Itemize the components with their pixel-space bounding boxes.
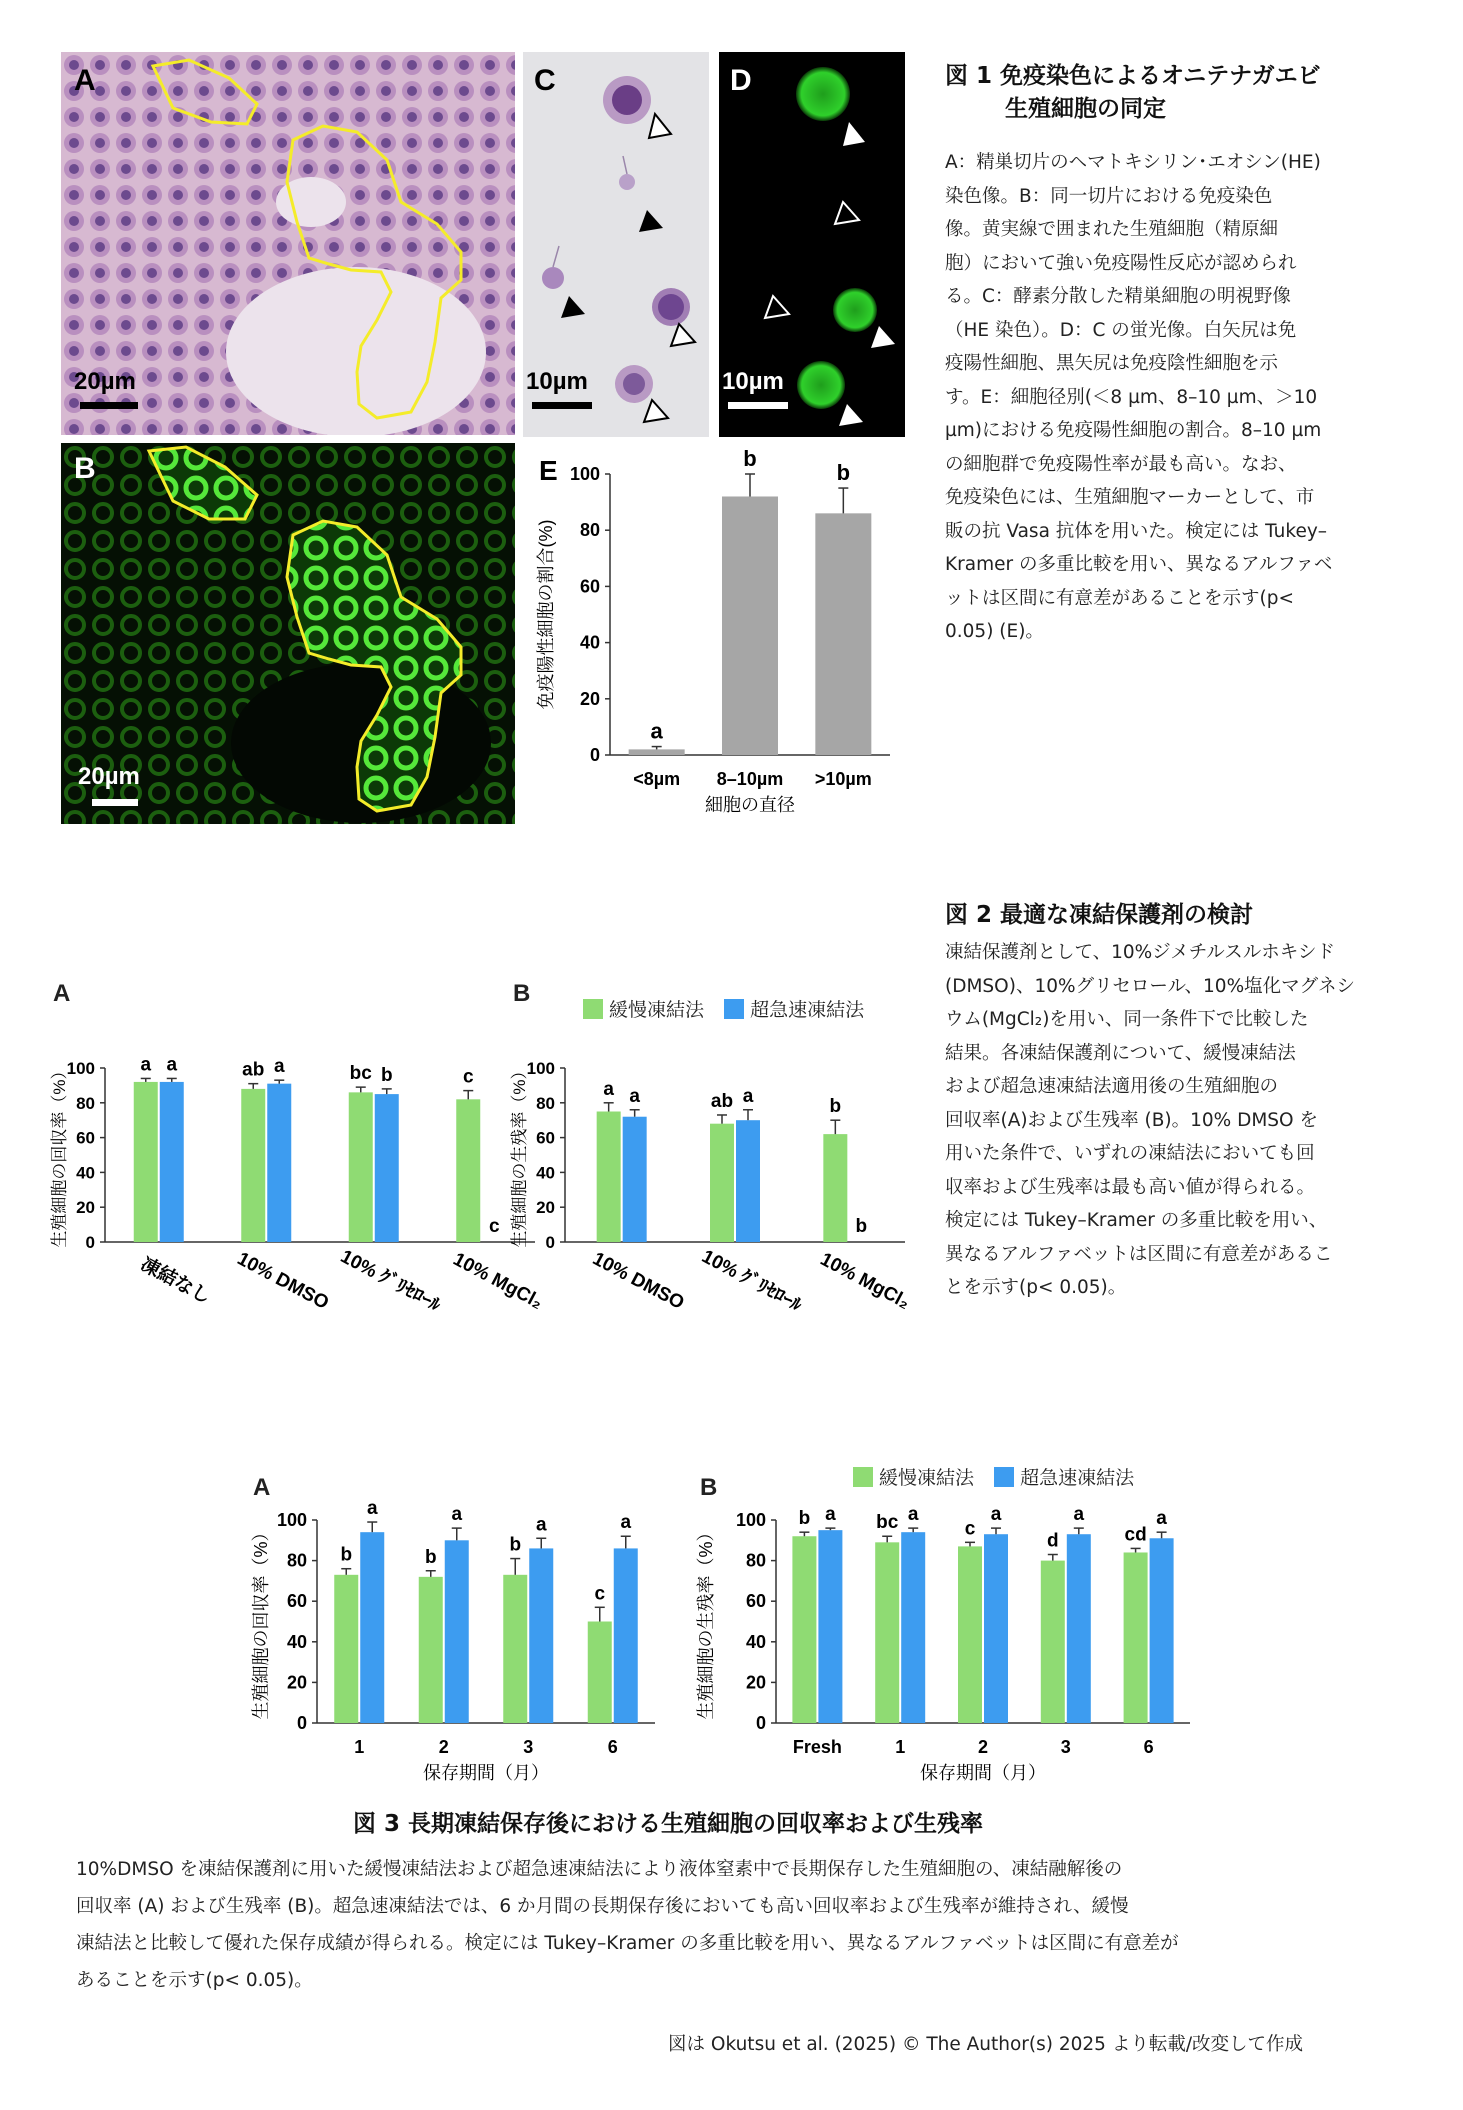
fig1-caption-line: µm)における免疫陽性細胞の割合。8–10 µm (945, 420, 1322, 441)
y-tick-label: 20 (286, 1672, 307, 1693)
x-tick-label: 6 (1143, 1737, 1154, 1757)
panel-label-b: B (74, 452, 96, 485)
significance-letter: a (1073, 1504, 1085, 1526)
bar (629, 749, 685, 755)
significance-letter: bc (876, 1512, 899, 1534)
bar (736, 1120, 760, 1242)
bar (456, 1099, 480, 1242)
y-tick-label: 100 (276, 1510, 307, 1530)
credit-line: 図は Okutsu et al. (2025) © The Author(s) 2025 より転載/改変して作成 (668, 2034, 1304, 2055)
bar (241, 1089, 265, 1242)
fig2-caption-line: 異なるアルファベットは区間に有意差があるこ (945, 1243, 1333, 1265)
bar (984, 1534, 1008, 1723)
x-tick-label: 1 (354, 1737, 365, 1757)
panel-label-d: D (730, 64, 752, 97)
bar (901, 1532, 925, 1723)
x-axis-label: 細胞の直径 (705, 795, 795, 815)
y-tick-label: 100 (569, 464, 600, 484)
fig2-caption (945, 936, 1355, 1305)
panel-label-c: C (534, 64, 556, 97)
fig2-caption-line: ウム(MgCl₂)を用い、同一条件下で比較した (945, 1009, 1309, 1030)
significance-letter: a (620, 1512, 632, 1534)
y-tick-label: 40 (536, 1163, 555, 1183)
bar (792, 1536, 816, 1723)
bar (529, 1548, 553, 1723)
bar (375, 1094, 399, 1242)
bar (1150, 1538, 1174, 1723)
scale-bar-c (532, 402, 592, 409)
fig3-caption-line: あることを示す(p< 0.05)。 (76, 1970, 313, 1991)
fig1-caption-line: A：精巣切片のヘマトキシリン･エオシン(HE) (945, 152, 1321, 173)
significance-letter: a (650, 718, 663, 744)
fig3-caption-line: 10%DMSO を凍結保護剤に用いた緩慢凍結法および超急速凍結法により液体窒素中で長期保存した生殖細胞の、凍結融解後の (76, 1859, 1123, 1880)
scale-label-a: 20µm (74, 368, 136, 395)
fig2-caption-line: および超急速凍結法適用後の生殖細胞の (945, 1076, 1279, 1097)
y-tick-label: 0 (755, 1713, 766, 1733)
y-tick-label: 0 (545, 1233, 555, 1252)
y-axis-label: 生殖細胞の回収率（%） (50, 1062, 69, 1248)
significance-letter: a (1156, 1508, 1167, 1530)
significance-letter: b (743, 450, 757, 471)
panel-label-a: A (74, 64, 96, 97)
significance-letter: b (836, 460, 851, 486)
significance-letter: ab (710, 1090, 734, 1112)
bar (614, 1548, 638, 1723)
x-tick-label: 10% DMSO (589, 1248, 688, 1314)
fig3-legend-ultra (994, 1467, 1134, 1489)
y-axis-label: 生殖細胞の生残率（%） (696, 1523, 716, 1720)
bar (445, 1540, 469, 1723)
x-tick-label: 10% MgCl₂ (449, 1248, 547, 1314)
fig1-caption (945, 146, 1332, 649)
y-tick-label: 80 (76, 1093, 95, 1113)
x-tick-label: 3 (1060, 1737, 1071, 1757)
y-tick-label: 40 (745, 1631, 766, 1652)
chart-fig3a (245, 1500, 665, 1800)
significance-letter: bc (349, 1063, 372, 1085)
y-tick-label: 20 (76, 1198, 95, 1218)
scale-label-d: 10µm (722, 368, 784, 395)
fig1-caption-line: 胞）において強い免疫陽性反応が認められ (945, 252, 1297, 274)
significance-letter: a (825, 1504, 836, 1526)
significance-letter: a (166, 1054, 178, 1076)
x-tick-label: 2 (438, 1737, 449, 1757)
bar (1067, 1534, 1091, 1723)
fig3-panel-label-b: B (700, 1474, 718, 1501)
fig1-caption-line: 免疫染色には、生殖細胞マーカーとして、市 (945, 487, 1315, 508)
significance-letter: a (140, 1054, 152, 1076)
bar (623, 1117, 647, 1242)
fig2-caption-line: とを示す(p< 0.05)。 (945, 1277, 1127, 1298)
x-tick-label: 10% ｸﾞﾘｾﾛｰﾙ (336, 1246, 444, 1317)
y-tick-label: 0 (296, 1713, 307, 1733)
chart-fig2b (505, 1010, 945, 1370)
significance-letter: b (798, 1508, 811, 1530)
fig3-caption-line: 凍結法と比較して優れた保存成績が得られる。検定には Tukey–Kramer の多重比較を用い、異なるアルファベットは区間に有意差が (76, 1933, 1179, 1954)
x-axis-label: 保存期間（月） (423, 1763, 549, 1783)
significance-letter: a (907, 1504, 919, 1526)
x-tick-label: 1 (895, 1737, 906, 1757)
y-tick-label: 60 (286, 1591, 307, 1612)
significance-letter: a (629, 1085, 640, 1107)
significance-letter: a (535, 1514, 547, 1536)
x-tick-label: 2 (977, 1737, 989, 1757)
y-tick-label: 80 (536, 1093, 555, 1113)
fig1-caption-line: 疫陽性細胞、黒矢尻は免疫陰性細胞を示 (945, 353, 1279, 374)
scale-bar-a (80, 402, 138, 409)
y-tick-label: 40 (286, 1631, 307, 1652)
fig2-title: 図 2 最適な凍結保護剤の検討 (945, 902, 1254, 928)
y-tick-label: 100 (66, 1059, 95, 1078)
bar (818, 1530, 842, 1723)
bar (588, 1622, 612, 1724)
fig3-legend-ultra-label: 超急速凍結法 (1020, 1467, 1135, 1489)
scale-label-b: 20µm (78, 763, 140, 790)
panel-label-e: E (539, 455, 558, 486)
x-tick-label: 10% ｸﾞﾘｾﾛｰﾙ (698, 1246, 805, 1317)
significance-letter: d (1046, 1530, 1059, 1552)
fig1-title-line1: 図 1 免疫染色によるオニテナガエビ (945, 63, 1321, 89)
y-tick-label: 20 (745, 1672, 766, 1693)
y-tick-label: 100 (735, 1510, 766, 1530)
significance-letter: c (594, 1583, 606, 1605)
fig2-legend-ultra-label: 超急速凍結法 (750, 999, 865, 1021)
y-axis-label: 生殖細胞の生残率（%） (510, 1062, 529, 1248)
y-tick-label: 100 (526, 1059, 555, 1078)
bar (349, 1092, 373, 1242)
x-axis-label: 保存期間（月） (920, 1763, 1046, 1783)
x-tick-label: Fresh (792, 1737, 842, 1757)
significance-letter: ab (242, 1059, 265, 1081)
fig1-caption-line: 販の抗 Vasa 抗体を用いた。検定には Tukey– (945, 520, 1328, 542)
fig3-legend (853, 1463, 1134, 1490)
y-axis-label: 免疫陽性細胞の割合(%) (536, 519, 556, 710)
fig1-caption-line: る。C：酵素分散した精巣細胞の明視野像 (945, 286, 1291, 307)
fig1-caption-line: 像。黄実線で囲まれた生殖細胞（精原細 (945, 219, 1279, 240)
y-tick-label: 60 (745, 1591, 766, 1612)
fig2-caption-line: (DMSO)、10%グリセロール、10%塩化マグネシ (945, 975, 1355, 997)
significance-letter: c (964, 1518, 976, 1540)
significance-letter: a (451, 1504, 463, 1526)
fig3-caption-line: 回収率 (A) および生残率 (B)。超急速凍結法では、6 か月間の長期保存後においても高い回収率および生残率が維持され、緩慢 (76, 1896, 1129, 1917)
y-axis-label: 生殖細胞の回収率（%） (251, 1523, 271, 1720)
significance-letter: b (509, 1534, 522, 1556)
fig2-caption-line: 収率および生残率は最も高い値が得られる。 (945, 1176, 1316, 1198)
y-tick-label: 40 (579, 632, 600, 653)
x-tick-label: >10µm (814, 769, 872, 789)
x-tick-label: <8µm (633, 769, 681, 789)
fig1-caption-line: 0.05) (E)。 (945, 621, 1044, 642)
bar (334, 1575, 358, 1723)
bar (958, 1546, 982, 1723)
fig2-caption-line: 検定には Tukey–Kramer の多重比較を用い、 (945, 1210, 1328, 1231)
y-tick-label: 60 (536, 1128, 555, 1148)
bar (597, 1112, 621, 1243)
fig3-caption (76, 1851, 1179, 1999)
fig1-caption-line: Kramer の多重比較を用い、異なるアルファベ (945, 554, 1333, 575)
y-tick-label: 20 (579, 688, 600, 709)
significance-letter: b (424, 1546, 437, 1568)
significance-letter: c (488, 1216, 500, 1237)
fig2-caption-line: 結果。各凍結保護剤について、緩慢凍結法 (945, 1042, 1296, 1064)
significance-letter: cd (1124, 1524, 1147, 1546)
x-tick-label: 10% DMSO (233, 1248, 333, 1314)
significance-letter: a (603, 1078, 614, 1100)
significance-letter: c (462, 1066, 474, 1088)
bar (823, 1134, 847, 1242)
chart-fig2a (45, 1010, 565, 1370)
significance-letter: a (742, 1085, 754, 1107)
significance-letter: b (340, 1544, 353, 1566)
y-tick-label: 0 (85, 1233, 95, 1252)
x-tick-label: 3 (523, 1737, 534, 1757)
y-tick-label: 80 (579, 520, 600, 541)
significance-letter: a (990, 1504, 1002, 1526)
chart-fig3b (690, 1500, 1200, 1800)
x-tick-label: 10% MgCl₂ (816, 1248, 914, 1314)
bar (710, 1124, 734, 1242)
x-tick-label: 8–10µm (716, 769, 784, 789)
significance-letter: a (366, 1500, 378, 1520)
fig1-title (945, 60, 1321, 126)
bar (1041, 1561, 1065, 1723)
bar (360, 1532, 384, 1723)
fig1-caption-line: ットは区間に有意差があることを示す(p< (945, 587, 1294, 609)
significance-letter: a (273, 1056, 285, 1078)
significance-letter: b (380, 1064, 393, 1086)
significance-letter: b (829, 1096, 842, 1118)
fig2-panel-label-b: B (513, 980, 531, 1007)
y-tick-label: 60 (579, 576, 600, 597)
fig1-title-line2: 生殖細胞の同定 (1005, 96, 1166, 122)
fig2-caption-line: 回収率(A)および生残率 (B)。10% DMSO を (945, 1109, 1318, 1131)
bar (160, 1082, 184, 1242)
y-tick-label: 0 (589, 745, 600, 765)
fig2-panel-label-a: A (53, 980, 71, 1007)
fig3-legend-slow (853, 1467, 974, 1489)
scale-bar-b (92, 799, 138, 806)
y-tick-label: 80 (286, 1550, 307, 1571)
bar (815, 513, 871, 755)
bar (267, 1084, 291, 1242)
bar (134, 1082, 158, 1242)
scale-bar-d (728, 402, 788, 409)
fig2-caption-line: 用いた条件で、いずれの凍結法においても回 (945, 1143, 1315, 1164)
x-tick-label: 6 (607, 1737, 618, 1757)
bar (419, 1577, 443, 1723)
fig1-caption-line: （HE 染色）。D：C の蛍光像。白矢尻は免 (945, 319, 1297, 341)
fig3-panel-label-a: A (253, 1474, 271, 1501)
y-tick-label: 80 (745, 1550, 766, 1571)
fig3-legend-slow-label: 緩慢凍結法 (879, 1467, 975, 1489)
scale-label-c: 10µm (526, 368, 588, 395)
fig2-caption-line: 凍結保護剤として、10%ジメチルスルホキシド (945, 942, 1336, 963)
chart-fig1e (530, 450, 910, 840)
significance-letter: b (855, 1216, 868, 1237)
bar (503, 1575, 527, 1723)
x-tick-label: 凍結なし (136, 1254, 214, 1309)
fig1-caption-line: 染色像。B：同一切片における免疫染色 (945, 185, 1273, 207)
y-tick-label: 20 (536, 1198, 555, 1218)
fig1-caption-line: の細胞群で免疫陽性率が最も高い。なお、 (945, 453, 1297, 475)
y-tick-label: 40 (76, 1163, 95, 1183)
fig1-caption-line: す。E：細胞径別(＜8 µm、8–10 µm、＞10 (945, 386, 1318, 408)
fig3-title: 図 3 長期凍結保存後における生殖細胞の回収率および生残率 (353, 1811, 984, 1837)
bar (722, 496, 778, 755)
bar (875, 1542, 899, 1723)
fig2-legend-slow-label: 緩慢凍結法 (609, 999, 705, 1021)
y-tick-label: 60 (76, 1128, 95, 1148)
bar (1124, 1552, 1148, 1723)
